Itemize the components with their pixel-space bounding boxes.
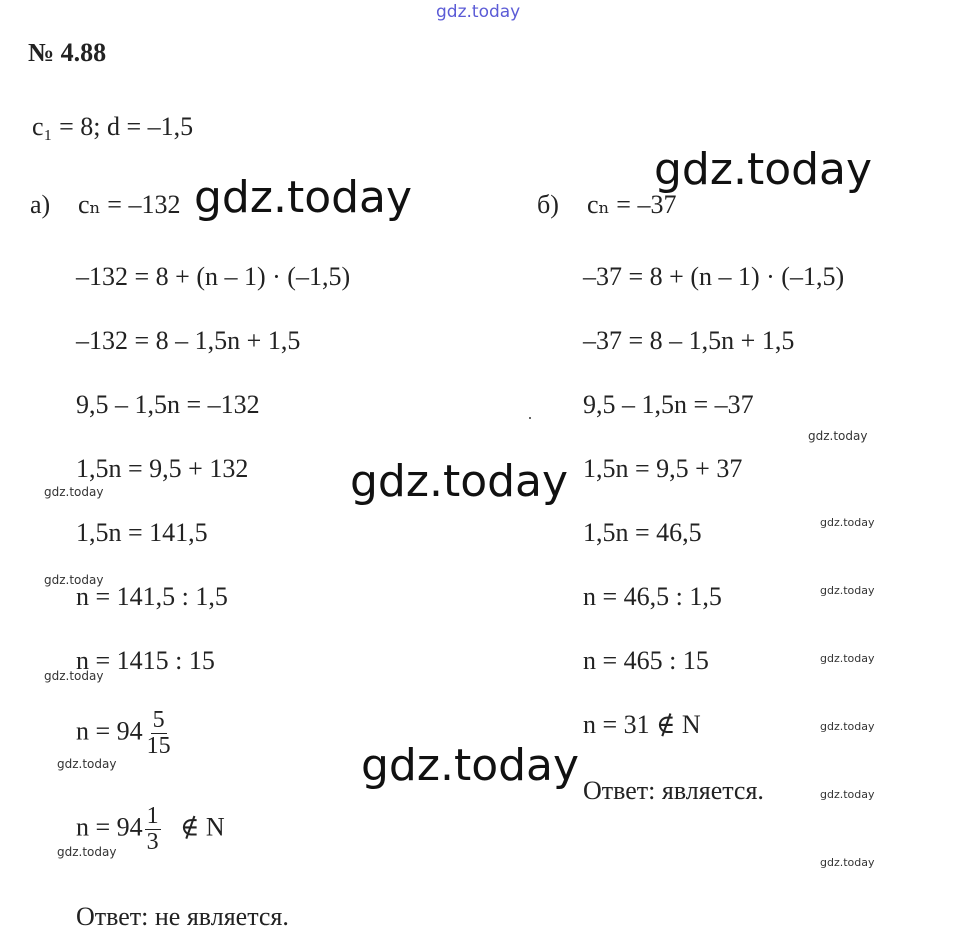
watermark-small: gdz.today — [44, 669, 104, 683]
fraction-denominator: 15 — [146, 733, 171, 760]
watermark-small: gdz.today — [820, 652, 875, 665]
watermark-big: gdz.today — [654, 144, 873, 195]
watermark-big: gdz.today — [194, 172, 413, 223]
part-b-label: б) — [537, 190, 559, 219]
given-conditions: c₁ = 8; d = –1,5 — [32, 112, 194, 141]
part-a-answer: Ответ: не является. — [76, 902, 289, 931]
mixed-prefix: n = 94 — [76, 716, 143, 746]
exercise-title: № 4.88 — [28, 38, 107, 67]
part-a-step: n = 1415 : 15 — [76, 646, 215, 675]
part-b-step: n = 31 ∉ N — [583, 710, 701, 739]
watermark-big: gdz.today — [361, 740, 580, 791]
fraction-denominator: 3 — [146, 829, 159, 856]
stray-dot — [529, 417, 531, 419]
part-b-step: 1,5n = 9,5 + 37 — [583, 454, 743, 483]
not-in-n: ∉ N — [180, 812, 225, 842]
watermark-small: gdz.today — [44, 485, 104, 499]
part-a-label: а) — [30, 190, 51, 219]
part-b-step: 1,5n = 46,5 — [583, 518, 702, 547]
part-b-condition: cₙ = –37 — [587, 190, 677, 219]
fraction — [145, 708, 173, 759]
part-b-step: n = 46,5 : 1,5 — [583, 582, 722, 611]
part-a-step: 9,5 – 1,5n = –132 — [76, 390, 260, 419]
part-b-step: 9,5 – 1,5n = –37 — [583, 390, 754, 419]
watermark-small: gdz.today — [820, 720, 875, 733]
part-a-condition: cₙ = –132 — [78, 190, 181, 219]
part-b-step: –37 = 8 – 1,5n + 1,5 — [583, 326, 795, 355]
watermark-big: gdz.today — [350, 456, 569, 507]
part-b-step: n = 465 : 15 — [583, 646, 709, 675]
watermark-small: gdz.today — [820, 584, 875, 597]
part-b-step: –37 = 8 + (n – 1) · (–1,5) — [583, 262, 845, 291]
fraction-numerator: 1 — [146, 803, 159, 829]
part-a-step: n = 141,5 : 1,5 — [76, 582, 228, 611]
part-a-step: 1,5n = 141,5 — [76, 518, 208, 547]
part-a-mixed-fraction-1 — [76, 708, 173, 759]
watermark-small: gdz.today — [808, 429, 868, 443]
fraction-numerator: 5 — [152, 707, 165, 733]
part-a-step: 1,5n = 9,5 + 132 — [76, 454, 249, 483]
part-a-step: –132 = 8 + (n – 1) · (–1,5) — [76, 262, 351, 291]
watermark-small: gdz.today — [820, 788, 875, 801]
watermark-top: gdz.today — [436, 2, 521, 22]
watermark-small: gdz.today — [44, 573, 104, 587]
watermark-small: gdz.today — [820, 856, 875, 869]
watermark-small: gdz.today — [57, 845, 117, 859]
fraction — [145, 804, 161, 855]
mixed-prefix: n = 94 — [76, 812, 143, 842]
watermark-small: gdz.today — [820, 516, 875, 529]
part-a-step: –132 = 8 – 1,5n + 1,5 — [76, 326, 301, 355]
part-b-answer: Ответ: является. — [583, 776, 764, 805]
watermark-small: gdz.today — [57, 757, 117, 771]
